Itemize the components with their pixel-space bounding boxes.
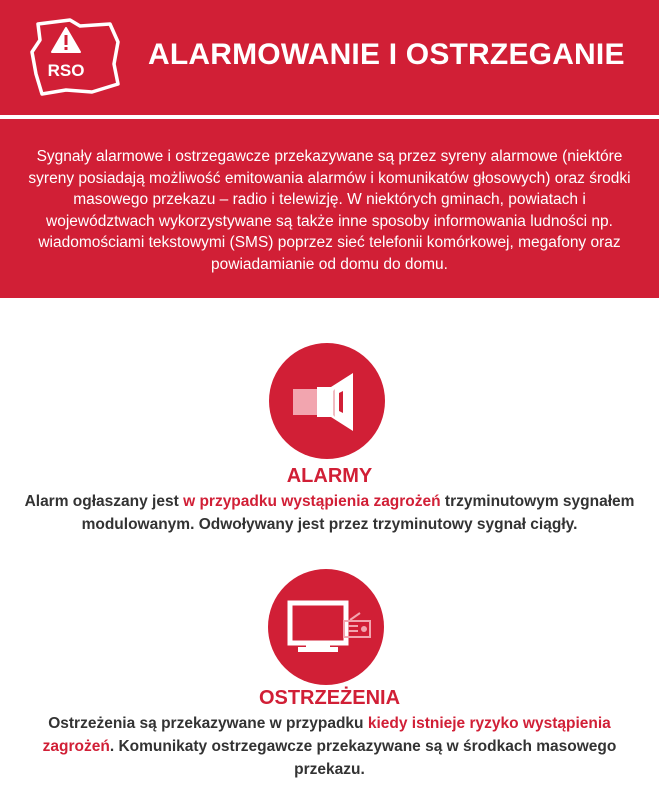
alarm-icon-circle bbox=[269, 343, 385, 459]
alarms-text-before: Alarm ogłaszany jest bbox=[24, 493, 184, 510]
alarms-text bbox=[20, 490, 639, 536]
warnings-text-highlight: kiedy istnieje ryzyko wystąpienia zagrożeń bbox=[42, 715, 611, 755]
alarms-text-highlight: w przypadku wystąpienia zagrożeń bbox=[183, 493, 441, 510]
tv-radio-icon bbox=[268, 569, 384, 685]
megaphone-icon bbox=[269, 343, 385, 459]
page-title: ALARMOWANIE I OSTRZEGANIE bbox=[148, 38, 625, 71]
logo-text: RSO bbox=[47, 61, 85, 80]
warnings-text bbox=[20, 712, 639, 781]
alarms-title: ALARMY bbox=[286, 465, 373, 487]
intro-text: Sygnały alarmowe i ostrzegawcze przekazywane są przez syreny alarmowe (niektóre syreny posiadają możliwość emitowania alarmów i komunikatów głosowych) oraz środki masowego przekazu – radio i telewizję. W niektórych gminach, powiatach i województwach wykorzystywane są także inne sposoby informowania ludności np. wiadomościami tekstowymi (SMS) poprzez sieć telefonii komórkowej, megafony oraz powiadamianie od domu do domu. bbox=[28, 148, 631, 273]
alarms-text-after: trzyminutowym sygnałem modulowanym. Odwoływany jest przez trzyminutowy sygnał ciągły. bbox=[81, 493, 635, 533]
warning-triangle-icon bbox=[52, 28, 80, 52]
warnings-icon-circle bbox=[268, 569, 384, 685]
header-banner bbox=[0, 0, 659, 115]
warnings-title: OSTRZEŻENIA bbox=[258, 687, 401, 709]
rso-logo bbox=[22, 14, 132, 100]
warnings-text-before: Ostrzeżenia są przekazywane w przypadku bbox=[48, 715, 368, 732]
intro-panel bbox=[0, 119, 659, 298]
warnings-text-after: . Komunikaty ostrzegawcze przekazywane są w środkach masowego przekazu. bbox=[109, 738, 617, 778]
